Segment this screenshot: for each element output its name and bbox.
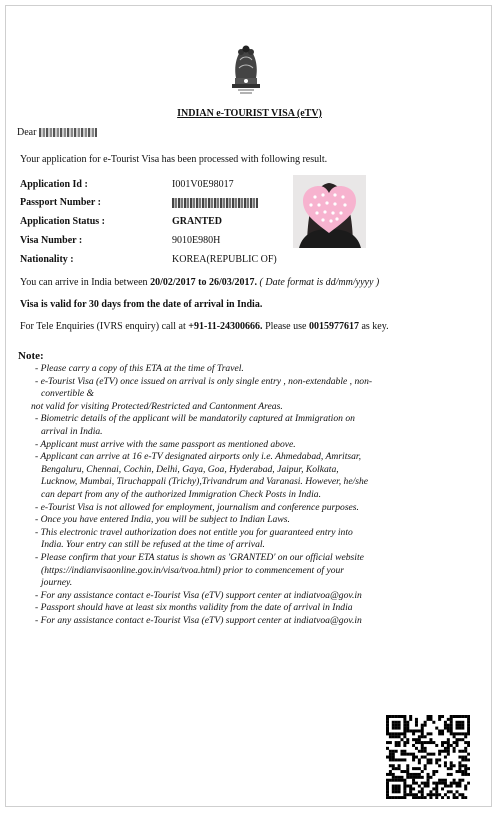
note-item: - Applicant must arrive with the same passport as mentioned above. bbox=[35, 438, 296, 450]
visa-validity: Visa is valid for 30 days from the date of arrival in India. bbox=[20, 299, 263, 310]
detail-label: Visa Number : bbox=[20, 235, 83, 246]
detail-value: KOREA(REPUBLIC OF) bbox=[172, 254, 277, 265]
detail-label: Passport Number : bbox=[20, 197, 101, 208]
arrival-prefix: You can arrive in India between bbox=[20, 277, 148, 288]
enquiry-middle: Please use bbox=[265, 321, 307, 332]
note-item: - For any assistance contact e-Tourist Visa (eTV) support center at indiatvoa@gov.in bbox=[35, 614, 362, 626]
note-item: - This electronic travel authorization does not entitle you for guaranteed entry into India. Your entry can still be refused at the time of arrival. bbox=[35, 526, 353, 551]
tele-enquiry bbox=[20, 321, 389, 332]
note-item: - Biometric details of the applicant will be mandatorily captured at Immigration on arrival in India. bbox=[35, 413, 355, 437]
detail-value: 9010E980H bbox=[172, 235, 221, 246]
detail-value: GRANTED bbox=[172, 216, 223, 227]
detail-label: Application Status : bbox=[20, 216, 106, 227]
enquiry-prefix: For Tele Enquiries (IVRS enquiry) call at bbox=[20, 321, 186, 332]
enquiry-key: 0015977617 bbox=[308, 321, 359, 332]
note-heading: Note: bbox=[18, 350, 44, 362]
note-item: - e-Tourist Visa (eTV) once issued on arrival is only single entry , non-extendable , non-convertible & bbox=[35, 375, 373, 400]
salutation-text: Dear bbox=[17, 127, 37, 138]
date-format-note: ( Date format is dd/mm/yyyy ) bbox=[259, 277, 380, 288]
detail-value: I001V0E98017 bbox=[172, 179, 234, 190]
note-item: - Once you have entered India, you will be subject to Indian Laws. bbox=[35, 514, 290, 526]
note-item: - Please carry a copy of this ETA at the time of Travel. bbox=[35, 363, 244, 374]
note-item: - e-Tourist Visa is not allowed for employment, journalism and conference purposes. bbox=[35, 501, 359, 513]
qr-code-icon bbox=[386, 715, 470, 799]
arrival-window bbox=[20, 277, 379, 288]
redacted-passport-number bbox=[172, 197, 258, 208]
enquiry-phone: +91-11-24300666. bbox=[188, 321, 263, 332]
salutation bbox=[17, 127, 97, 138]
notes-list bbox=[31, 363, 376, 627]
detail-label: Nationality : bbox=[20, 254, 74, 265]
note-item: - Please confirm that your ETA status is shown as 'GRANTED' on our official website (https://indianvisaonline.gov.in/visa/tvoa.html) prior to commencement of your journey. bbox=[35, 551, 364, 589]
detail-label: Application Id : bbox=[20, 179, 88, 190]
document-title: INDIAN e-TOURIST VISA (eTV) bbox=[177, 108, 322, 119]
photo-heart-mask-icon bbox=[293, 175, 366, 248]
national-emblem-icon bbox=[226, 38, 266, 96]
note-item: not valid for visiting Protected/Restricted and Cantonment Areas. bbox=[31, 400, 283, 412]
note-item: - Passport should have at least six months validity from the date of arrival in India bbox=[35, 602, 353, 614]
note-item: - For any assistance contact e-Tourist Visa (eTV) support center at indiatvoa@gov.in bbox=[35, 589, 362, 601]
enquiry-suffix: as key. bbox=[361, 321, 389, 332]
note-item: - Applicant can arrive at 16 e-TV designated airports only i.e. Ahmedabad, Amritsar, Bengaluru, Chennai, Cochin, Delhi, Gaya, Goa, Hyderabad, Jaipur, Kolkata, Lucknow, Mumbai, Tiruchappali (Trichy),Trivandrum and Varanasi. However, he/she can depart from any of the authorized Immigration Check Posts in India. bbox=[35, 451, 369, 500]
redacted-name bbox=[39, 128, 97, 137]
applicant-photo bbox=[293, 175, 366, 248]
intro-text: Your application for e-Tourist Visa has been processed with following result. bbox=[20, 154, 328, 165]
arrival-dates: 20/02/2017 to 26/03/2017. bbox=[150, 277, 258, 288]
